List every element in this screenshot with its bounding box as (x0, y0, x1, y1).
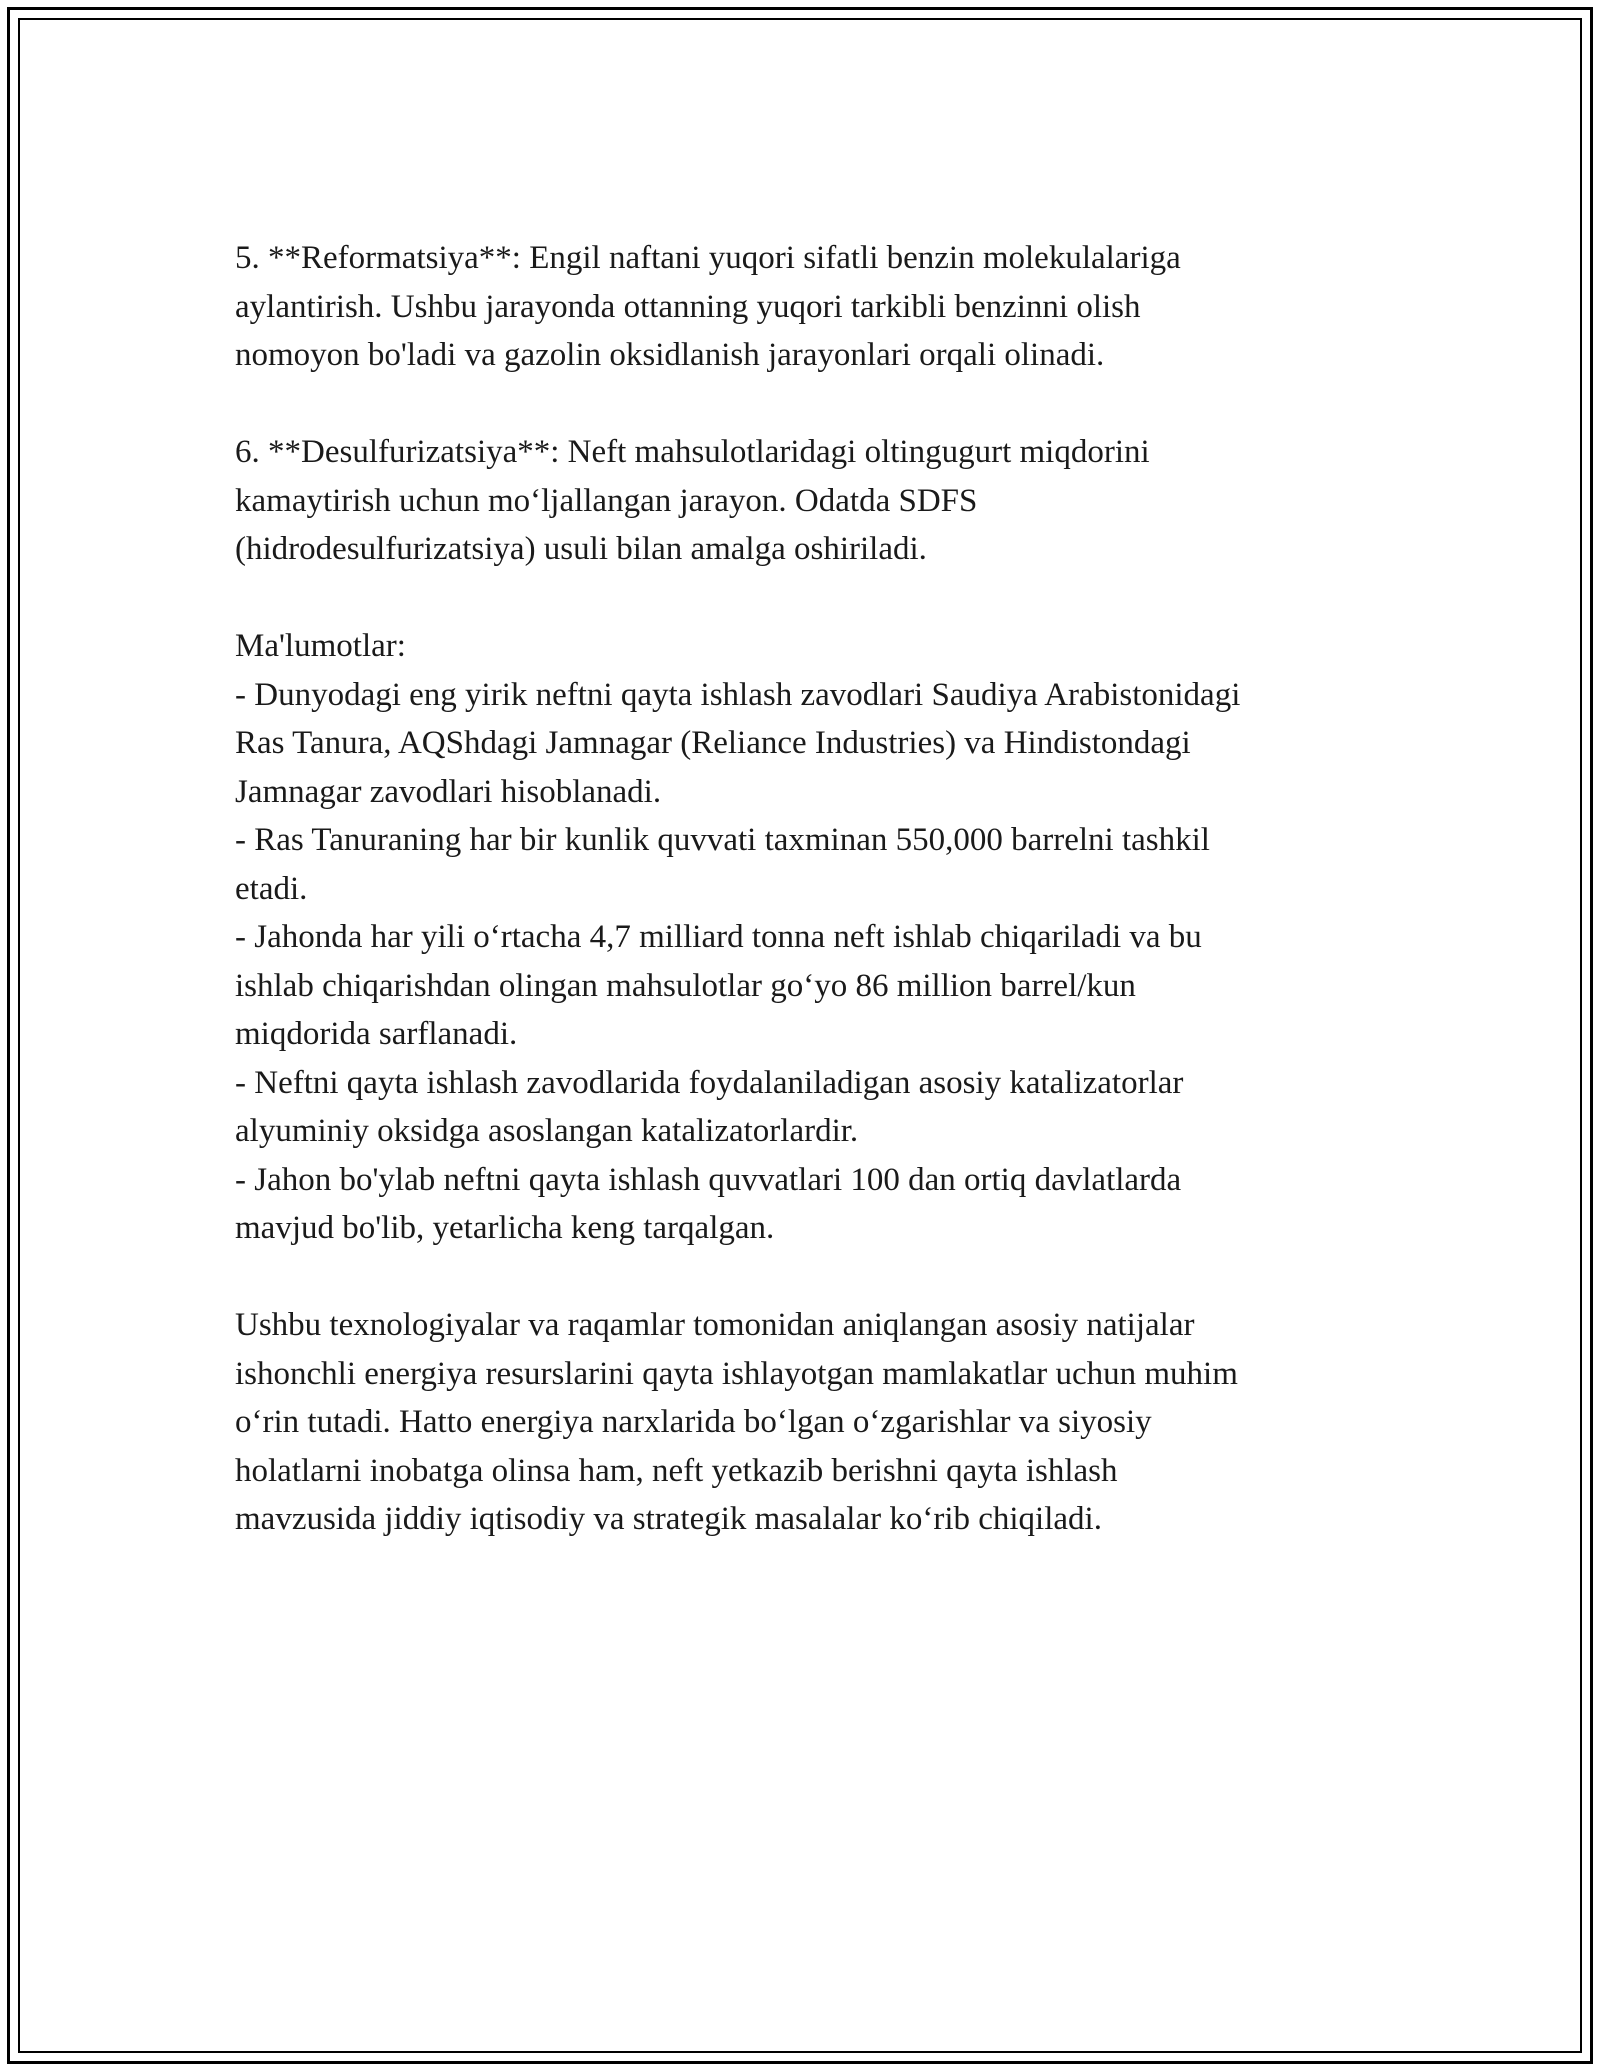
text-line: mavzusida jiddiy iqtisodiy va strategik masalalar ko‘rib chiqiladi. (235, 1501, 1102, 1537)
text-line: (hidrodesulfurizatsiya) usuli bilan amalga oshiriladi. (235, 531, 927, 567)
list-item-line: - Dunyodagi eng yirik neftni qayta ishlash zavodlari Saudiya Arabistonidagi (235, 676, 1241, 713)
list-item-line: Jamnagar zavodlari hisoblanadi. (235, 773, 662, 810)
section-reformatsiya (235, 234, 1380, 380)
list-item-line: etadi. (235, 870, 308, 907)
list-item-line: - Jahonda har yili o‘rtacha 4,7 milliard tonna neft ishlab chiqariladi va bu (235, 919, 1202, 955)
list-item-line: alyuminiy oksidga asoslangan katalizatorlardir. (235, 1113, 859, 1149)
section-malumotlar (235, 622, 1380, 1253)
text-line: kamaytirish uchun mo‘ljallangan jarayon. Odatda SDFS (235, 482, 978, 519)
list-item-line: mavjud bo'lib, yetarlicha keng tarqalgan. (235, 1210, 775, 1246)
section-conclusion (235, 1301, 1380, 1544)
text-line: o‘rin tutadi. Hatto energiya narxlarida bo‘lgan o‘zgarishlar va siyosiy (235, 1404, 1152, 1440)
list-item-line: Ras Tanura, AQShdagi Jamnagar (Reliance Industries) va Hindistondagi (235, 725, 1191, 761)
text-line: 6. **Desulfurizatsiya**: Neft mahsulotlaridagi oltingugurt miqdorini (235, 434, 1150, 470)
paragraph-gap (235, 380, 1380, 429)
list-item-line: miqdorida sarflanadi. (235, 1016, 518, 1052)
text-line: ishonchli energiya resurslarini qayta ishlayotgan mamlakatlar uchun muhim (235, 1355, 1238, 1392)
text-line: holatlarni inobatga olinsa ham, neft yetkazib berishni qayta ishlash (235, 1452, 1118, 1489)
section-heading: Ma'lumotlar: (235, 628, 406, 664)
paragraph-gap (235, 1253, 1380, 1302)
list-item-line: ishlab chiqarishdan olingan mahsulotlar go‘yo 86 million barrel/kun (235, 967, 1136, 1004)
list-item-line: - Jahon bo'ylab neftni qayta ishlash quvvatlari 100 dan ortiq davlatlarda (235, 1161, 1182, 1198)
text-line: Ushbu texnologiyalar va raqamlar tomonidan aniqlangan asosiy natijalar (235, 1307, 1195, 1343)
paragraph-gap (235, 574, 1380, 623)
list-item-line: - Ras Tanuraning har bir kunlik quvvati taxminan 550,000 barrelni tashkil (235, 822, 1210, 858)
text-line: 5. **Reformatsiya**: Engil naftani yuqori sifatli benzin molekulalariga (235, 240, 1181, 276)
section-desulfurizatsiya (235, 428, 1380, 574)
text-line: aylantirish. Ushbu jarayonda ottanning yuqori tarkibli benzinni olish (235, 288, 1141, 325)
list-item-line: - Neftni qayta ishlash zavodlarida foydalaniladigan asosiy katalizatorlar (235, 1064, 1184, 1101)
text-line: nomoyon bo'ladi va gazolin oksidlanish jarayonlari orqali olinadi. (235, 337, 1105, 373)
document-body (235, 234, 1380, 1544)
